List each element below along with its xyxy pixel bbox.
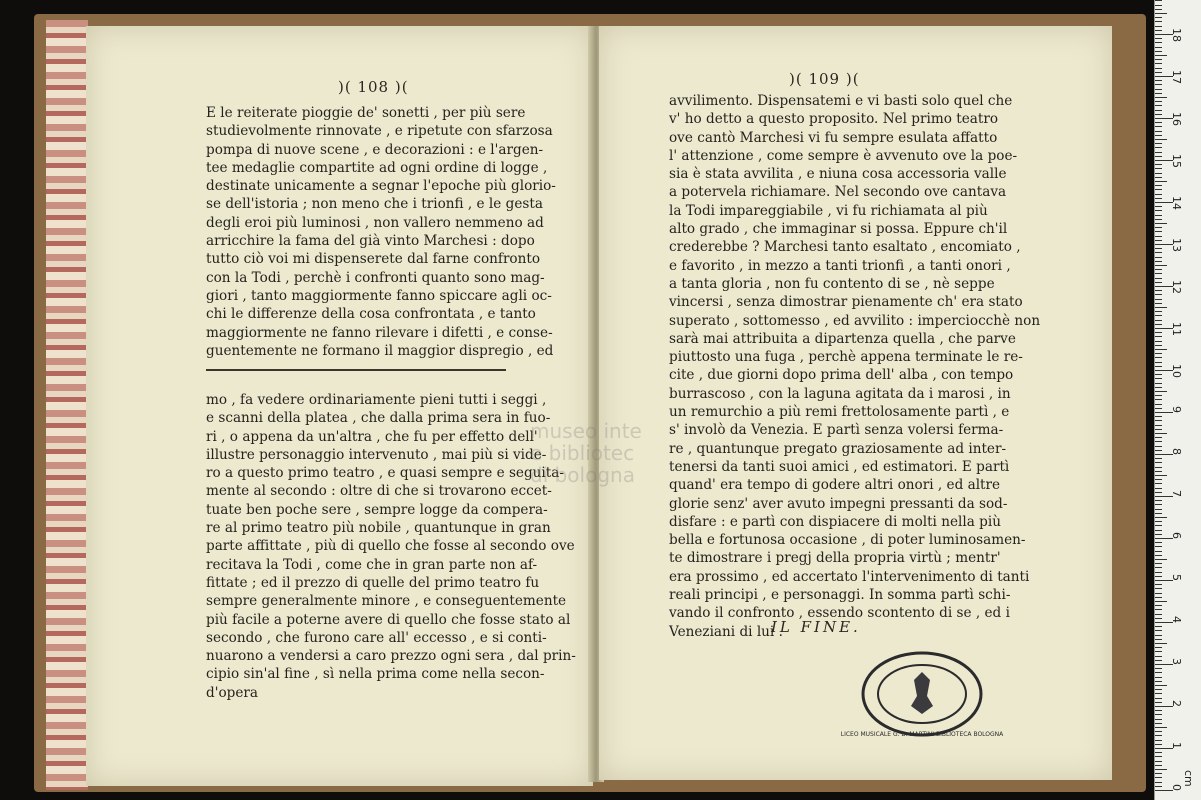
ruler-tick (1155, 240, 1162, 241)
right-page-text (669, 92, 1040, 641)
ruler-label: 11 (1170, 322, 1183, 336)
ruler-tick (1155, 156, 1162, 157)
ruler-tick (1155, 761, 1162, 762)
ruler-tick (1155, 542, 1162, 543)
ruler-tick (1155, 723, 1162, 724)
ruler-tick (1155, 282, 1162, 283)
ruler-tick (1155, 30, 1162, 31)
ruler-tick (1155, 483, 1162, 484)
text-line: la Todi impareggiabile , vi fu richiamata al più (669, 202, 988, 219)
ruler-tick (1155, 551, 1162, 552)
ruler-tick (1155, 55, 1167, 56)
ruler-tick (1155, 597, 1162, 598)
ruler-tick (1155, 126, 1162, 127)
ruler-tick (1155, 504, 1162, 505)
ruler-tick (1155, 387, 1162, 388)
ruler-tick (1155, 320, 1162, 321)
ruler-tick (1155, 257, 1162, 258)
text-line: un remurchio a più remi frettolosamente partì , e (669, 404, 1010, 421)
ruler-tick (1155, 185, 1162, 186)
text-line: tenersi da tanti suoi amici , ed estimatori. E partì (669, 458, 1010, 475)
text-line: guentemente ne formano il maggior dispregio , ed (206, 342, 554, 359)
text-line: degli eroi più luminosi , non vallero nemmeno ad (206, 214, 544, 231)
ruler-tick (1155, 672, 1162, 673)
measuring-ruler (1154, 0, 1201, 800)
ruler-tick (1155, 534, 1162, 535)
ruler-tick (1155, 248, 1162, 249)
ruler-tick (1155, 21, 1162, 22)
ruler-tick (1155, 353, 1162, 354)
text-line: disfare : e partì con dispiacere di molti nella più (669, 513, 1001, 530)
ruler-tick (1155, 635, 1162, 636)
text-line: maggiormente ne fanno rilevare i difetti , e conse- (206, 324, 553, 341)
text-line: l' attenzione , come sempre è avvenuto ove la poe- (669, 147, 1018, 164)
ruler-tick (1155, 555, 1162, 556)
ruler-tick (1155, 139, 1167, 140)
right-page-number: )( 109 )( (789, 70, 860, 88)
ruler-tick (1155, 450, 1162, 451)
text-line: Veneziani di lui . (669, 623, 783, 640)
ruler-tick (1155, 601, 1167, 602)
text-line: destinate unicamente a segnar l'epoche più glorio- (206, 178, 556, 195)
ruler-tick (1155, 441, 1162, 442)
ruler-tick (1155, 773, 1162, 774)
ruler-tick (1155, 299, 1162, 300)
text-line: s' involò da Venezia. E partì senza volersi ferma- (669, 422, 1004, 439)
ruler-tick (1155, 756, 1162, 757)
left-page (86, 26, 593, 786)
ruler-tick (1155, 42, 1162, 43)
ruler-tick (1155, 122, 1162, 123)
ruler-tick (1155, 110, 1162, 111)
ruler-label: 15 (1170, 154, 1183, 168)
text-line: e favorito , in mezzo a tanti trionfi , a tanti onori , (669, 257, 1011, 274)
ruler-tick (1155, 668, 1162, 669)
ruler-tick (1155, 143, 1162, 144)
ruler-tick (1155, 488, 1162, 489)
ruler-tick (1155, 744, 1162, 745)
library-stamp (840, 650, 1004, 738)
ruler-tick (1155, 332, 1162, 333)
ruler-tick (1155, 513, 1162, 514)
text-line: bella e fortunosa occasione , di poter luminosamen- (669, 532, 1026, 549)
ruler-tick (1155, 273, 1162, 274)
ruler-tick (1155, 685, 1167, 686)
ruler-tick (1155, 198, 1162, 199)
ruler-tick (1155, 446, 1162, 447)
text-line: te dimostrare i pregj della propria virtù ; mentr' (669, 550, 1001, 567)
text-line: glorie senz' aver avuto impegni pressanti da sod- (669, 495, 1008, 512)
ruler-label: 0 (1170, 784, 1183, 791)
ruler-tick (1155, 740, 1162, 741)
ruler-tick (1155, 656, 1162, 657)
ruler-tick (1155, 194, 1162, 195)
ruler-label: 2 (1170, 700, 1183, 707)
ruler-tick (1155, 769, 1167, 770)
text-line: re , quantunque pregato graziosamente ad inter- (669, 440, 1007, 457)
ruler-tick (1155, 252, 1162, 253)
page-edges (46, 20, 88, 790)
text-line: quand' era tempo di godere altri onori , ed altre (669, 477, 1001, 494)
text-line: tuate ben poche sere , sempre logge da compera- (206, 501, 548, 518)
ruler-tick (1155, 324, 1162, 325)
ruler-tick (1155, 294, 1162, 295)
ruler-tick (1155, 101, 1162, 102)
right-page (599, 26, 1112, 780)
ruler-tick (1155, 492, 1162, 493)
ruler-tick (1155, 362, 1162, 363)
ruler-tick (1155, 719, 1162, 720)
ruler-tick (1155, 593, 1162, 594)
footnote-rule (206, 369, 506, 371)
text-line: tee medaglie compartite ad ogni ordine di logge , (206, 159, 548, 176)
text-line: se dell'istoria ; non meno che i trionfi , e le gesta (206, 196, 543, 213)
watermark: museo inte e bibliotec di bologna (530, 419, 642, 487)
text-line: tutto ciò voi mi dispenserete dal farne confronto (206, 251, 541, 268)
ruler-label: 1 (1170, 742, 1183, 749)
ruler-tick (1155, 38, 1162, 39)
ruler-tick (1155, 378, 1162, 379)
ruler-tick (1155, 391, 1167, 392)
ruler-tick (1155, 647, 1162, 648)
ruler-label: 13 (1170, 238, 1183, 252)
text-line: cipio sin'al fine , sì nella prima come nella secon- (206, 666, 545, 683)
ruler-tick (1155, 433, 1167, 434)
text-line: mo , fa vedere ordinariamente pieni tutti i seggi , (206, 392, 547, 408)
ruler-tick (1155, 727, 1167, 728)
ruler-tick (1155, 530, 1162, 531)
ruler-tick (1155, 9, 1162, 10)
ruler-tick (1155, 131, 1162, 132)
ruler-tick (1155, 210, 1162, 211)
text-line: burrascoso , con la laguna agitata da i marosi , in (669, 385, 1011, 402)
ruler-tick (1155, 521, 1162, 522)
ruler-tick (1155, 307, 1167, 308)
text-line: ri , o appena da un'altra , che fu per effetto dell' (206, 428, 538, 445)
stamp-text: LICEO MUSICALE G. B. MARTINI BIBLIOTECA BOLOGNA (840, 731, 1004, 738)
ruler-tick (1155, 68, 1162, 69)
ruler-label: 9 (1170, 406, 1183, 413)
text-line: crederebbe ? Marchesi tanto esaltato , encomiato , (669, 239, 1021, 256)
text-line: sempre generalmente minore , e conseguentemente (206, 593, 567, 610)
ruler-tick (1155, 5, 1162, 6)
text-line: ro a questo primo teatro , e quasi sempre e seguita- (206, 465, 564, 482)
text-line: d'opera (206, 684, 258, 701)
ruler-tick (1155, 525, 1162, 526)
ruler-tick (1155, 336, 1162, 337)
ruler-tick (1155, 605, 1162, 606)
text-line: piuttosto una fuga , perchè appena terminate le re- (669, 349, 1023, 366)
ruler-tick (1155, 135, 1162, 136)
ruler-tick (1155, 315, 1162, 316)
ruler-tick (1155, 395, 1162, 396)
text-line: reali principi , e personaggi. In somma partì schi- (669, 587, 1011, 604)
ruler-unit: cm (1182, 770, 1195, 787)
ruler-tick (1155, 630, 1162, 631)
ruler-tick (1155, 80, 1162, 81)
text-line: fittate ; ed il prezzo di quelle del primo teatro fu (206, 574, 540, 591)
text-line: nuarono a vendersi a caro prezzo ogni sera , dal prin- (206, 648, 576, 665)
ruler-tick (1155, 0, 1162, 1)
ruler-label: 17 (1170, 70, 1183, 84)
ruler-tick (1155, 93, 1162, 94)
ruler-tick (1155, 366, 1162, 367)
ruler-tick (1155, 735, 1162, 736)
ruler-label: 7 (1170, 490, 1183, 497)
ruler-tick (1155, 168, 1162, 169)
ruler-tick (1155, 462, 1162, 463)
ruler-tick (1155, 609, 1162, 610)
ruler-tick (1155, 689, 1162, 690)
ruler-tick (1155, 643, 1167, 644)
ruler-tick (1155, 416, 1162, 417)
ruler-tick (1155, 189, 1162, 190)
text-line: mente al secondo : oltre di che si trovarono eccet- (206, 483, 552, 500)
ruler-label: 5 (1170, 574, 1183, 581)
ruler-tick (1155, 731, 1162, 732)
text-line: pompa di nuove scene , e decorazioni : e l'argen- (206, 141, 544, 158)
text-line: sarà mai attribuita a dipartenza quella , che parve (669, 330, 1016, 347)
text-line: parte affittate , più di quello che fosse al secondo ove (206, 538, 575, 555)
text-line: E le reiterate pioggie de' sonetti , per più sere (206, 105, 526, 121)
ruler-tick (1155, 231, 1162, 232)
ruler-tick (1155, 467, 1162, 468)
ruler-tick (1155, 206, 1162, 207)
ruler-tick (1155, 357, 1162, 358)
ruler-tick (1155, 425, 1162, 426)
text-line: a tanta gloria , non fu contento di se , nè seppe (669, 275, 995, 292)
ruler-label: 18 (1170, 28, 1183, 42)
ruler-tick (1155, 311, 1162, 312)
ruler-tick (1155, 399, 1162, 400)
ruler-tick (1155, 89, 1162, 90)
text-line: recitava la Todi , come che in gran parte non af- (206, 556, 538, 573)
ruler-label: 16 (1170, 112, 1183, 126)
text-line: chi le differenze della cosa confrontata , e tanto (206, 306, 536, 323)
ruler-tick (1155, 374, 1162, 375)
ruler-tick (1155, 458, 1162, 459)
text-line: giori , tanto maggiormente fanno spiccare agli oc- (206, 287, 552, 304)
ruler-tick (1155, 471, 1162, 472)
ruler-tick (1155, 626, 1162, 627)
ruler-tick (1155, 290, 1162, 291)
text-line: v' ho detto a questo proposito. Nel primo teatro (669, 111, 998, 128)
ruler-tick (1155, 420, 1162, 421)
ruler-tick (1155, 47, 1162, 48)
ruler-tick (1155, 786, 1162, 787)
text-line: arricchire la fama del già vinto Marchesi : dopo (206, 233, 535, 250)
ruler-tick (1155, 572, 1162, 573)
ruler-label: 14 (1170, 196, 1183, 210)
ruler-tick (1155, 51, 1162, 52)
text-line: con la Todi , perchè i confronti quanto sono mag- (206, 269, 545, 286)
ruler-label: 8 (1170, 448, 1183, 455)
ruler-tick (1155, 567, 1162, 568)
ruler-tick (1155, 437, 1162, 438)
ruler-tick (1155, 26, 1162, 27)
ruler-tick (1155, 584, 1162, 585)
ruler-label: 12 (1170, 280, 1183, 294)
ruler-tick (1155, 782, 1162, 783)
ruler-tick (1155, 341, 1162, 342)
finis-label: IL FINE. (771, 618, 861, 636)
ruler-tick (1155, 517, 1167, 518)
ruler-tick (1155, 63, 1162, 64)
ruler-tick (1155, 752, 1162, 753)
ruler-tick (1155, 383, 1162, 384)
ruler-tick (1155, 559, 1167, 560)
text-line: ove cantò Marchesi vi fu sempre esulata affatto (669, 129, 998, 146)
text-line: cite , due giorni dopo prima dell' alba , con tempo (669, 367, 1014, 384)
ruler-tick (1155, 563, 1162, 564)
ruler-tick (1155, 269, 1162, 270)
ruler-label: 6 (1170, 532, 1183, 539)
ruler-tick (1155, 546, 1162, 547)
ruler-tick (1155, 17, 1162, 18)
ruler-tick (1155, 223, 1167, 224)
ruler-tick (1155, 714, 1162, 715)
ruler-tick (1155, 639, 1162, 640)
ruler-label: 3 (1170, 658, 1183, 665)
ruler-tick (1155, 173, 1162, 174)
left-page-number: )( 108 )( (338, 78, 409, 96)
ruler-tick (1155, 278, 1162, 279)
ruler-tick (1155, 765, 1162, 766)
ruler-tick (1155, 408, 1162, 409)
ruler-tick (1155, 236, 1162, 237)
ruler-tick (1155, 72, 1162, 73)
ruler-tick (1155, 500, 1162, 501)
text-line: avvilimento. Dispensatemi e vi basti solo quel che (669, 93, 1013, 109)
ruler-tick (1155, 693, 1162, 694)
ruler-tick (1155, 681, 1162, 682)
text-line: illustre personaggio intervenuto , mai più si vide- (206, 446, 547, 463)
ruler-tick (1155, 164, 1162, 165)
ruler-tick (1155, 97, 1167, 98)
ruler-tick (1155, 303, 1162, 304)
ruler-tick (1155, 84, 1162, 85)
left-page-text (206, 104, 556, 360)
ruler-label: 10 (1170, 364, 1183, 378)
ruler-label: 4 (1170, 616, 1183, 623)
ruler-tick (1155, 576, 1162, 577)
text-line: vincersi , senza dimostrar pienamente ch' era stato (669, 294, 1023, 311)
text-line: re al primo teatro più nobile , quantunque in gran (206, 520, 551, 537)
ruler-tick (1155, 614, 1162, 615)
left-page-footnote (206, 391, 576, 702)
ruler-tick (1155, 777, 1162, 778)
text-line: vando il confronto , essendo scontento di se , ed i (669, 605, 1010, 622)
ruler-tick (1155, 345, 1162, 346)
ruler-tick (1155, 349, 1167, 350)
text-line: superato , sottomesso , ed avvilito : imperciocchè non (669, 312, 1041, 329)
ruler-tick (1155, 59, 1162, 60)
ruler-tick (1155, 660, 1162, 661)
ruler-tick (1155, 618, 1162, 619)
text-line: e scanni della platea , che dalla prima sera in fuo- (206, 410, 551, 427)
text-line: secondo , che furono care all' eccesso , e si conti- (206, 629, 547, 646)
text-line: a potervela richiamare. Nel secondo ove cantava (669, 184, 1007, 201)
text-line: sia è stata avvilita , e niuna cosa accessoria valle (669, 166, 1007, 183)
ruler-tick (1155, 677, 1162, 678)
ruler-tick (1155, 710, 1162, 711)
ruler-tick (1155, 215, 1162, 216)
ruler-tick (1155, 147, 1162, 148)
ruler-tick (1155, 105, 1162, 106)
text-line: più facile a poterne avere di quello che fosse stato al (206, 611, 571, 628)
ruler-tick (1155, 509, 1162, 510)
ruler-tick (1155, 13, 1167, 14)
ruler-tick (1155, 219, 1162, 220)
text-line: studievolmente rinnovate , e ripetute con sfarzosa (206, 123, 553, 140)
ruler-tick (1155, 429, 1162, 430)
ruler-tick (1155, 261, 1162, 262)
ruler-tick (1155, 265, 1167, 266)
text-line: era prossimo , ed accertato l'intervenimento di tanti (669, 568, 1030, 585)
ruler-tick (1155, 114, 1162, 115)
ruler-tick (1155, 152, 1162, 153)
ruler-tick (1155, 227, 1162, 228)
ruler-tick (1155, 651, 1162, 652)
ruler-tick (1155, 702, 1162, 703)
text-line: alto grado , che immaginar si possa. Eppure ch'il (669, 221, 1008, 238)
ruler-tick (1155, 404, 1162, 405)
ruler-tick (1155, 177, 1162, 178)
ruler-tick (1155, 181, 1167, 182)
ruler-tick (1155, 475, 1167, 476)
ruler-tick (1155, 479, 1162, 480)
ruler-tick (1155, 588, 1162, 589)
ruler-tick (1155, 698, 1162, 699)
